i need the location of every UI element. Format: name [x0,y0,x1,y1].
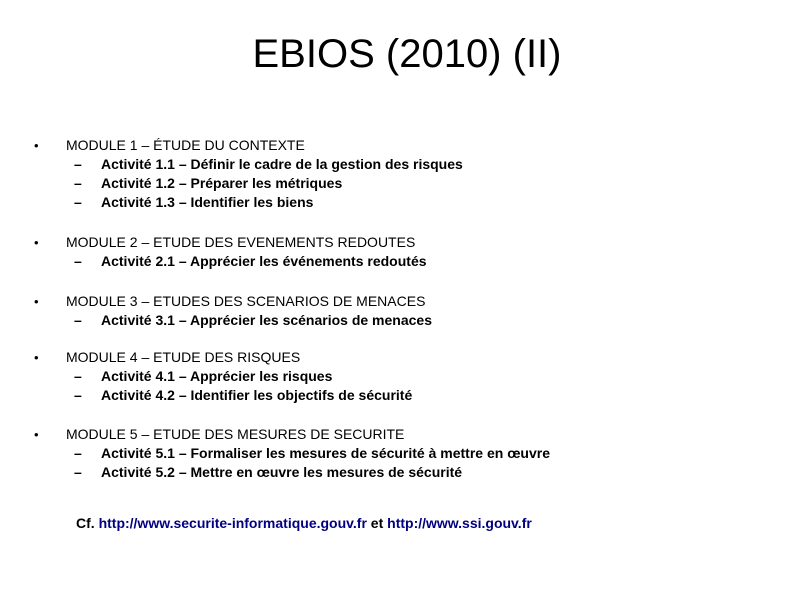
activity-item [0,367,800,386]
activity-label: Activité 1.1 – Définir le cadre de la gestion des risques [101,156,463,172]
ssi-gouv-link[interactable]: http://www.ssi.gouv.fr [387,515,532,531]
slide-title: EBIOS (2010) (II) [252,32,562,76]
activity-item [0,386,800,405]
module-title: MODULE 1 – ÉTUDE DU CONTEXTE [66,137,305,153]
bullet-icon: • [34,138,39,153]
module-list [0,136,800,482]
activity-item [0,311,800,330]
activity-label: Activité 1.2 – Préparer les métriques [101,175,343,191]
reference-prefix: Cf. [76,515,99,531]
dash-icon: – [74,368,82,384]
reference-line [76,514,532,533]
module-title: MODULE 5 – ETUDE DES MESURES DE SECURITE [66,426,405,442]
activity-label: Activité 2.1 – Apprécier les événements redoutés [101,253,427,269]
module-title: MODULE 2 – ETUDE DES EVENEMENTS REDOUTES [66,234,416,250]
dash-icon: – [74,156,82,172]
dash-icon: – [74,312,82,328]
dash-icon: – [74,194,82,210]
activity-item [0,193,800,212]
activity-label: Activité 5.2 – Mettre en œuvre les mesures de sécurité [101,464,463,480]
bullet-icon: • [34,350,39,365]
activity-label: Activité 5.1 – Formaliser les mesures de sécurité à mettre en œuvre [101,445,550,461]
activity-label: Activité 4.1 – Apprécier les risques [101,368,333,384]
activity-label: Activité 3.1 – Apprécier les scénarios de menaces [101,312,432,328]
activity-item [0,463,800,482]
activity-label: Activité 1.3 – Identifier les biens [101,194,314,210]
reference-conjunction: et [366,515,388,531]
module-title: MODULE 4 – ETUDE DES RISQUES [66,349,301,365]
module-item [0,348,800,405]
module-item [0,292,800,330]
module-item [0,425,800,482]
bullet-icon: • [34,235,39,250]
activity-item [0,252,800,271]
module-title: MODULE 3 – ETUDES DES SCENARIOS DE MENACES [66,293,426,309]
bullet-icon: • [34,294,39,309]
activity-item [0,444,800,463]
dash-icon: – [74,175,82,191]
activity-label: Activité 4.2 – Identifier les objectifs de sécurité [101,387,413,403]
activity-item [0,174,800,193]
module-item [0,233,800,271]
securite-informatique-link[interactable]: http://www.securite-informatique.gouv.fr [98,515,367,531]
dash-icon: – [74,253,82,269]
bullet-icon: • [34,427,39,442]
dash-icon: – [74,387,82,403]
module-item [0,136,800,212]
dash-icon: – [74,445,82,461]
activity-item [0,155,800,174]
dash-icon: – [74,464,82,480]
